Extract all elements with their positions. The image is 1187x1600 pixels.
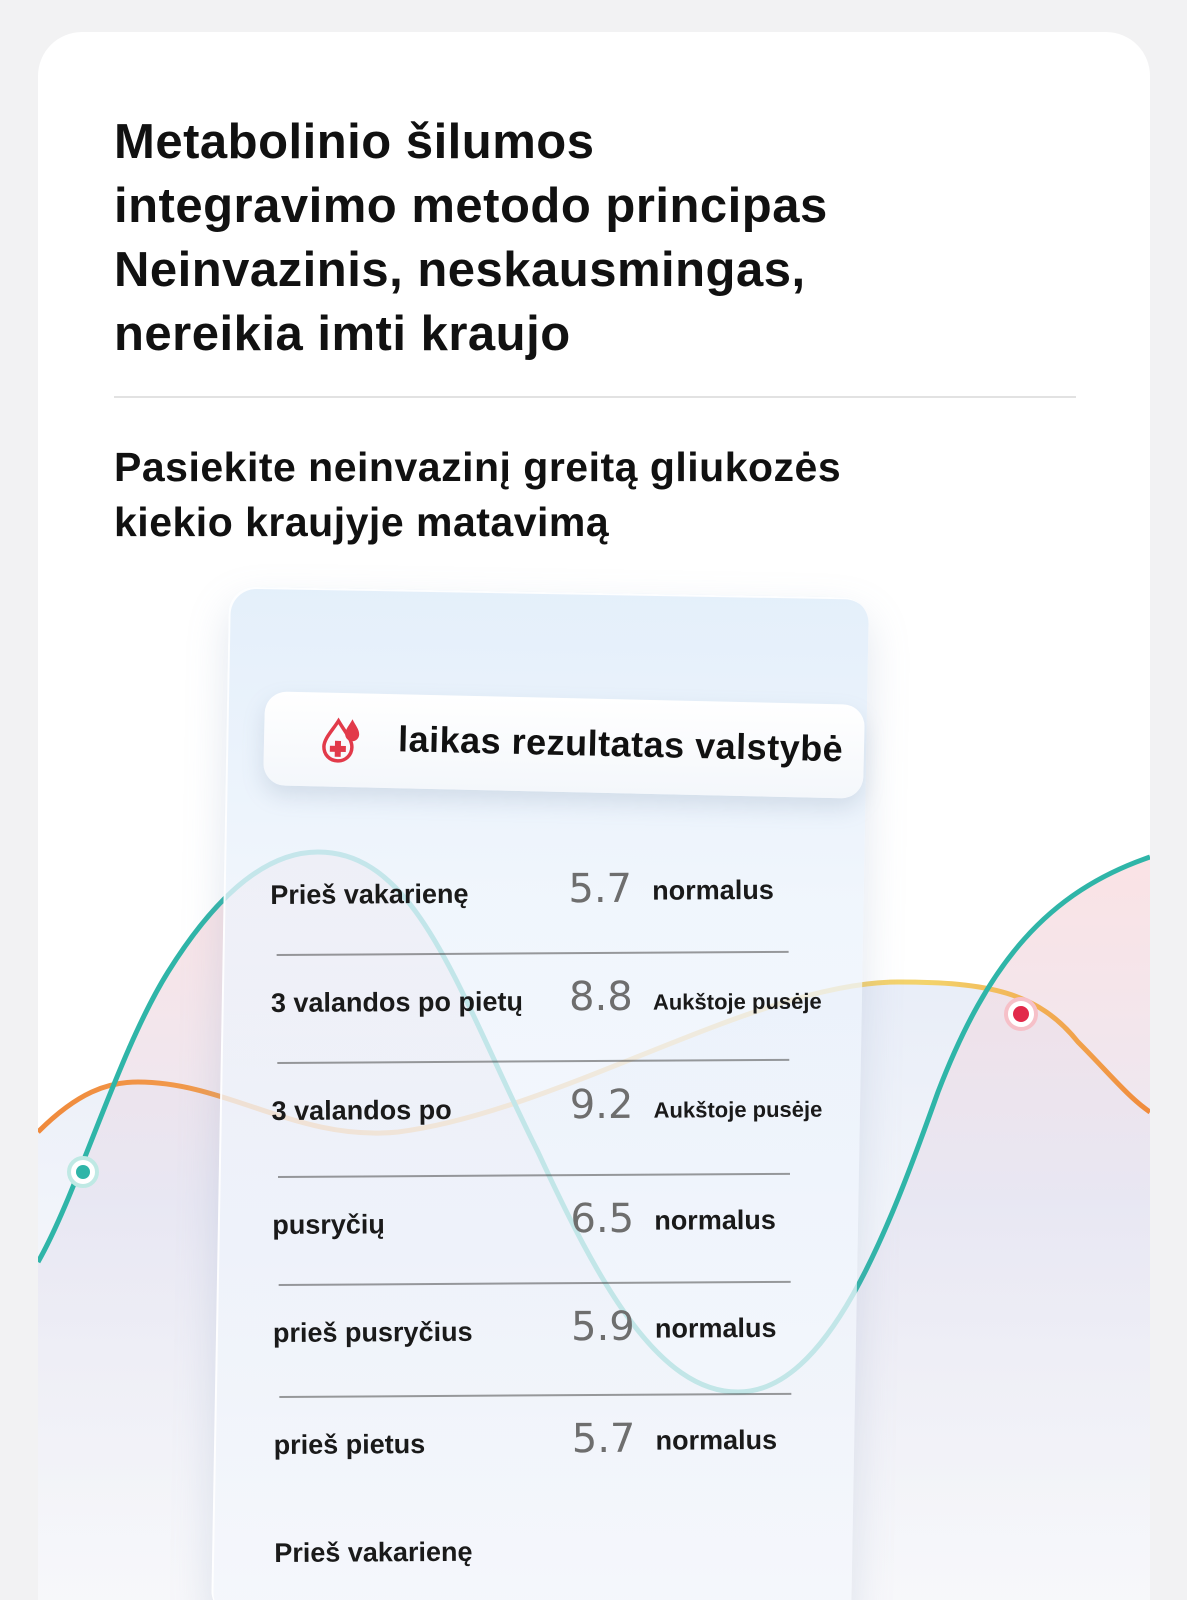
- results-panel-header: [263, 691, 865, 799]
- glucose-value: 5.7: [571, 1415, 636, 1463]
- blood-drop-icon: [317, 714, 368, 765]
- glucose-value: 8.8: [568, 973, 633, 1021]
- status-label: normalus: [654, 1204, 776, 1236]
- headline-line-4: nereikia imti kraujo: [114, 307, 571, 361]
- red-marker: [1006, 999, 1036, 1029]
- subheadline-line-2: kiekio kraujyje matavimą: [114, 499, 610, 545]
- status-label: Aukštoje pusėje: [653, 1096, 823, 1123]
- glucose-value: 5.7: [568, 865, 633, 913]
- time-label: Prieš vakarienę: [274, 1536, 473, 1568]
- time-label: prieš pietus: [273, 1429, 426, 1460]
- headline-line-1: Metabolinio šilumos: [114, 115, 595, 169]
- status-label: Aukštoje pusėje: [652, 988, 822, 1015]
- list-item: [271, 1062, 852, 1180]
- glucose-value: 9.2: [569, 1081, 634, 1129]
- time-label: 3 valandos po pietų: [270, 986, 524, 1018]
- glucose-value: 5.9: [570, 1303, 635, 1351]
- headline-line-3: Neinvazinis, neskausmingas,: [114, 243, 806, 297]
- status-label: normalus: [655, 1424, 778, 1456]
- glucose-value: 6.5: [570, 1195, 635, 1243]
- list-item: [271, 954, 852, 1066]
- status-label: normalus: [652, 874, 774, 906]
- list-item: [273, 1284, 854, 1400]
- headline-line-2: integravimo metodo principas: [114, 179, 828, 233]
- table-header-label: laikas rezultatas valstybė: [397, 718, 844, 770]
- teal-marker: [69, 1158, 97, 1186]
- time-label: prieš pusryčius: [272, 1316, 473, 1348]
- list-item: [274, 1504, 855, 1600]
- list-item: [270, 846, 851, 958]
- list-item: [272, 1176, 853, 1288]
- time-label: Prieš vakarienę: [270, 878, 469, 910]
- time-label: 3 valandos po: [271, 1094, 452, 1126]
- status-label: normalus: [654, 1312, 777, 1344]
- subheadline-line-1: Pasiekite neinvazinį greitą gliukozės: [114, 444, 842, 490]
- list-item: [273, 1396, 854, 1508]
- results-list: [270, 846, 855, 1600]
- time-label: pusryčių: [272, 1209, 385, 1240]
